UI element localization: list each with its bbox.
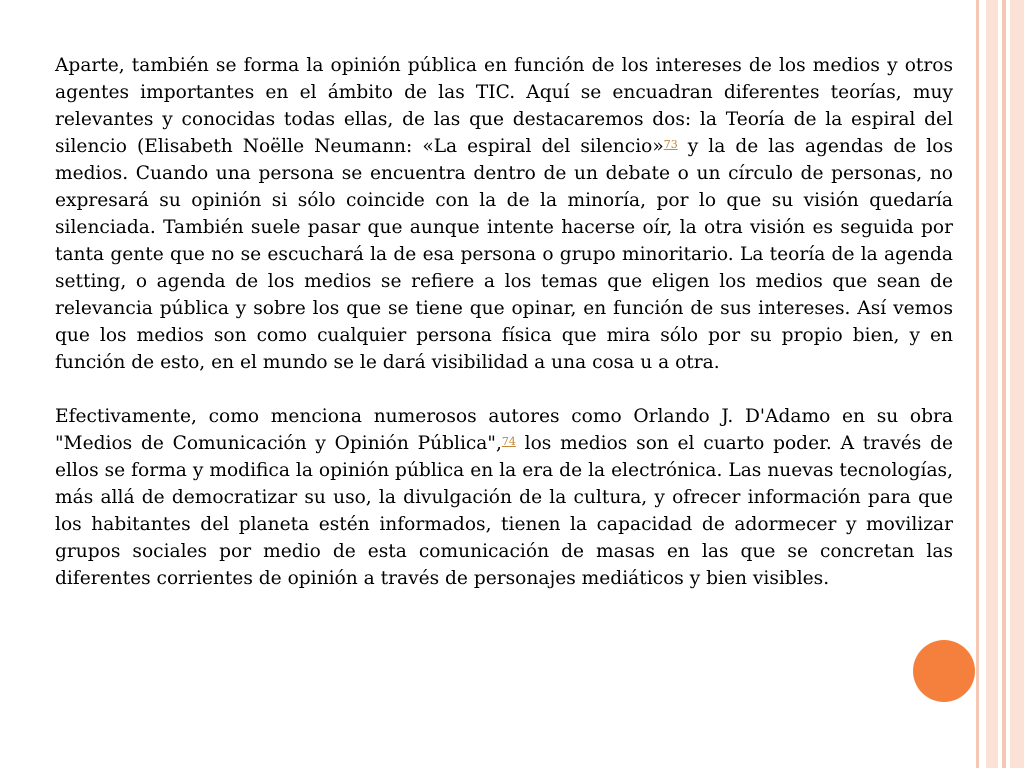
footnote-link-73[interactable]: 73 [663,138,678,151]
decorative-stripe [1002,0,1006,768]
footnote-link-74[interactable]: 74 [501,435,516,448]
paragraph-text: los medios son el cuarto poder. A través de ellos se forma y modifica la opinión pública en la era de la electrónica. Las nuevas tecnologías, más allá de democratizar su uso, la divulgación de la cultura, y ofrecer información para que los habitantes del planeta estén informados, tienen la capacidad de adormecer y movilizar grupos sociales por medio de esta comunicación de masas en las que se concretan las diferentes corrientes de opinión a través de personajes mediáticos y bien visibles. [55,433,953,589]
paragraph-text: Efectivamente, como menciona numerosos autores como Orlando J. D'Adamo en su obra "Medios de Comunicación y Opinión Pública", [55,406,953,454]
paragraph-text: Aparte, también se forma la opinión pública en función de los intereses de los medios y otros agentes importantes en el ámbito de las TIC. Aquí se encuadran diferentes teorías, muy relevantes y conocidas todas ellas, de las que destacaremos dos: la Teoría de la espiral del silencio (Elisabeth Noëlle Neumann: «La espiral del silencio» [55,55,953,157]
decorative-stripe [986,0,998,768]
decorative-stripe [1010,0,1024,768]
paragraph-text: y la de las agendas de los medios. Cuando una persona se encuentra dentro de un debate o un círculo de personas, no expresará su opinión si sólo coincide con la de la minoría, por lo que su visión quedaría silenciada. También suele pasar que aunque intente hacerse oír, la otra visión es seguida por tanta gente que no se escuchará la de esa persona o grupo minoritario. La teoría de la agenda setting, o agenda de los medios se refiere a los temas que eligen los medios que sean de relevancia pública y sobre los que se tiene que opinar, en función de sus intereses. Así vemos que los medios son como cualquier persona física que mira sólo por su propio bien, y en función de esto, en el mundo se le dará visibilidad a una cosa u a otra. [55,136,953,373]
decorative-stripe [976,0,979,768]
slide-body [55,52,953,592]
paragraph-spiral-of-silence [55,52,953,376]
decorative-circle [913,640,975,702]
paragraph-fourth-power [55,403,953,592]
